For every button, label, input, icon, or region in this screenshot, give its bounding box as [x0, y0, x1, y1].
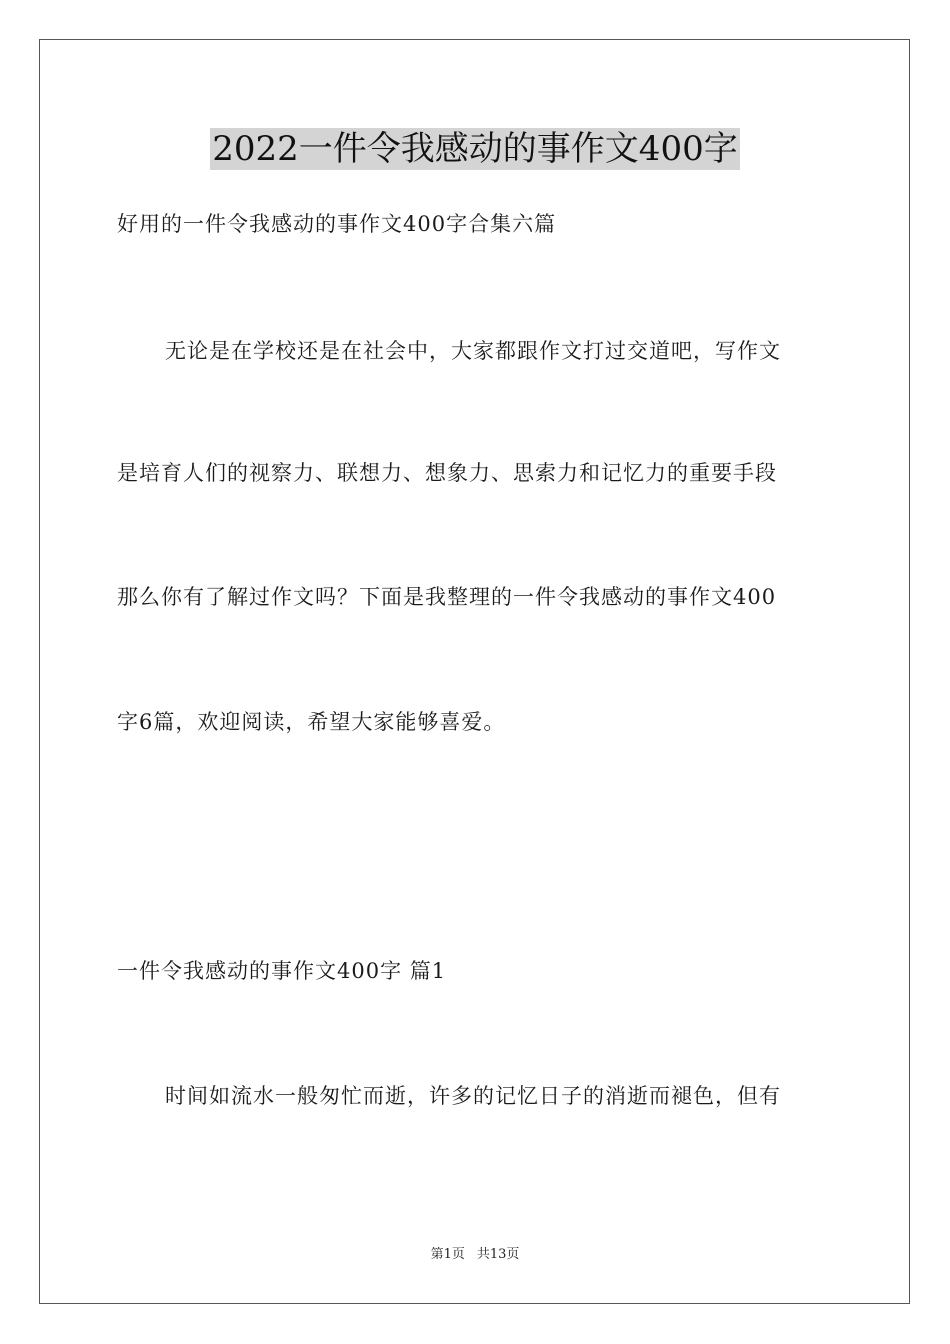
title-container	[0, 128, 950, 170]
intro-line-4: 字6篇，欢迎阅读，希望大家能够喜爱。	[117, 710, 506, 734]
section-heading: 一件令我感动的事作文400字 篇1	[117, 959, 447, 983]
intro-line-3: 那么你有了解过作文吗？下面是我整理的一件令我感动的事作文400	[117, 585, 777, 609]
intro-line-1: 无论是在学校还是在社会中，大家都跟作文打过交道吧，写作文	[165, 339, 781, 363]
page-number-current: 第1页	[430, 1247, 465, 1262]
page-number-total: 共13页	[476, 1247, 520, 1262]
intro-line-2: 是培育人们的视察力、联想力、想象力、思索力和记忆力的重要手段	[117, 461, 777, 485]
document-title: 2022一件令我感动的事作文400字	[212, 129, 738, 169]
document-subtitle: 好用的一件令我感动的事作文400字合集六篇	[117, 212, 557, 236]
section-first-line: 时间如流水一般匆忙而逝，许多的记忆日子的消逝而褪色，但有	[165, 1084, 781, 1108]
page-footer	[0, 1246, 950, 1264]
